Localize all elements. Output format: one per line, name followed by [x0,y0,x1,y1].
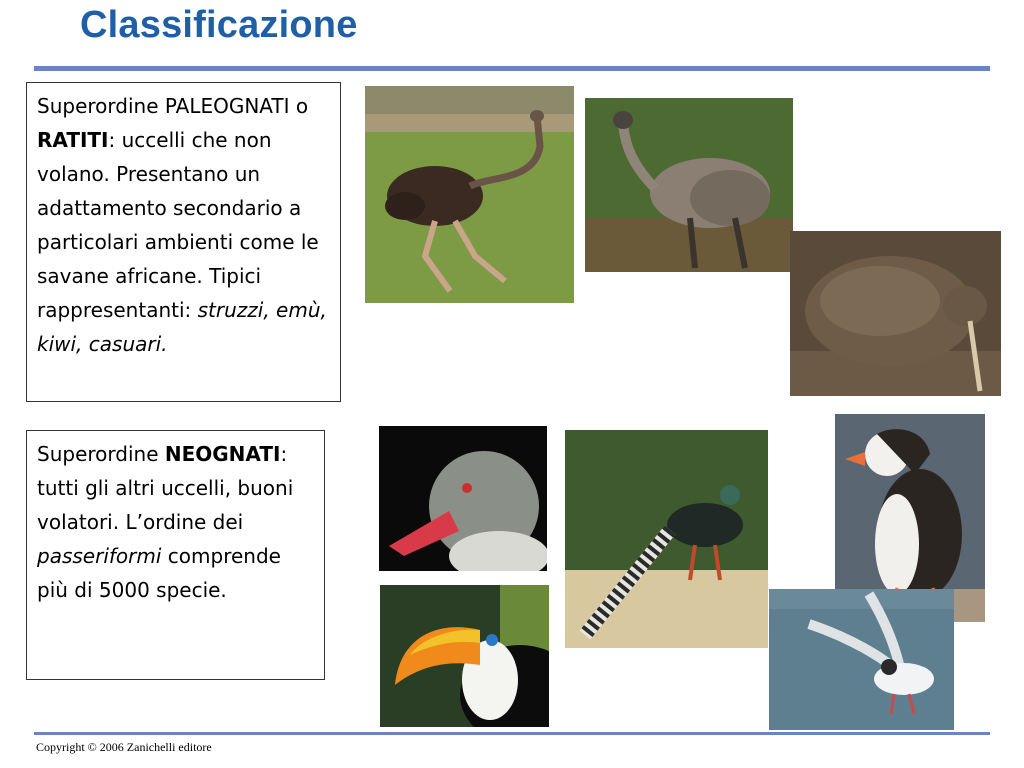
kiwi-photo [790,231,1001,396]
ostrich-photo [365,86,574,303]
paleognati-text-2: : uccelli che non volano. Presentano un adattamento secondario a particolari ambienti come le savane africane. Tipici rappresentanti: [37,128,319,322]
emu-photo [585,98,793,272]
paleognati-text-1: Superordine PALEOGNATI o [37,94,309,118]
neognati-text-3: comprende più di 5000 specie. [37,544,281,602]
paleognati-examples: struzzi, emù, kiwi, casuari. [37,298,327,356]
top-divider [34,66,990,71]
toucan-photo [380,585,549,727]
gull-photo [769,589,954,730]
bottom-divider [34,732,990,735]
neognati-textbox [26,430,325,680]
paleognati-bold-term: RATITI [37,128,109,152]
neognati-passeriformi: passeriformi [37,544,162,568]
neognati-text-1: Superordine [37,442,165,466]
neognati-text-2: : tutti gli altri uccelli, buoni volatori. L’ordine dei [37,442,294,534]
neognati-bold-term: NEOGNATI [164,442,281,466]
copyright-notice: Copyright © 2006 Zanichelli editore [36,740,212,754]
pheasant-photo [565,430,768,648]
slide-title: Classificazione [80,4,358,46]
paleognati-textbox [26,82,341,402]
duck-photo [379,426,547,571]
